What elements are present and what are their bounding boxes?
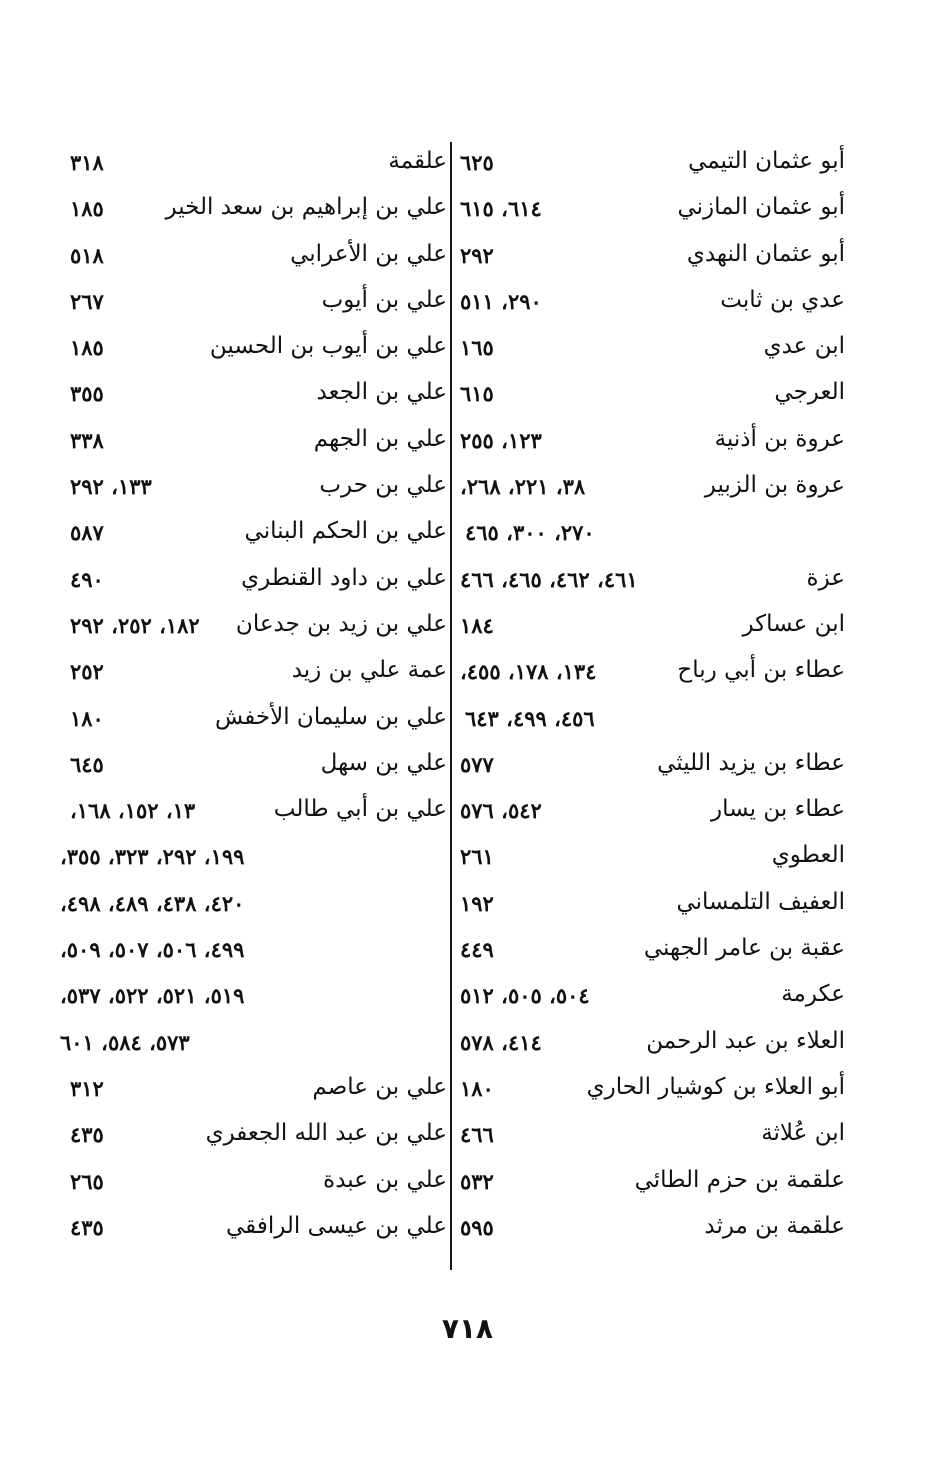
- entry-pages: ٥٩٥: [460, 1214, 494, 1240]
- entry-pages: ١٨٥: [70, 335, 104, 361]
- index-entry: [455, 512, 845, 558]
- index-entry: [455, 1161, 845, 1207]
- entry-name: علي بن أيوب: [321, 286, 447, 313]
- index-entry: [455, 929, 845, 975]
- entry-pages: ٣١٨: [70, 150, 104, 175]
- index-entry: [55, 883, 447, 929]
- entry-pages: ٤٩٠: [70, 566, 104, 592]
- index-entry: [55, 327, 447, 373]
- index-column-right: [455, 142, 845, 1253]
- entry-name: علي بن سهل: [320, 749, 447, 776]
- entry-pages: ٢٥٢: [70, 659, 104, 685]
- index-entry: [455, 420, 845, 466]
- entry-name: علي بن عيسى الرافقي: [226, 1212, 447, 1239]
- entry-name: علي بن عاصم: [312, 1073, 447, 1100]
- index-entry: [55, 1207, 447, 1253]
- entry-name: ابن عُلاثة: [761, 1120, 845, 1147]
- index-entry: [455, 1114, 845, 1160]
- index-entry: [55, 235, 447, 281]
- entry-pages: ١٩٩، ٢٩٢، ٣٢٣، ٣٥٥،: [60, 844, 245, 870]
- entry-pages: ٢٦٥: [70, 1168, 104, 1194]
- entry-name: أبو عثمان النهدي: [686, 240, 845, 267]
- entry-name: علي بن زيد بن جدعان: [235, 610, 447, 637]
- entry-name: علي بن عبدة: [323, 1166, 447, 1193]
- entry-name: العلاء بن عبد الرحمن: [646, 1027, 845, 1054]
- entry-pages: ٣١٢: [70, 1075, 104, 1101]
- entry-name: العطوي: [771, 842, 845, 869]
- entry-pages: ٥١٨: [70, 242, 104, 268]
- index-entry: [55, 790, 447, 836]
- entry-name: ابن عدي: [763, 333, 845, 360]
- index-entry: [455, 883, 845, 929]
- entry-pages: ١٦٥: [460, 335, 494, 361]
- index-entry: [455, 836, 845, 882]
- entry-pages: ٦٤٥: [70, 751, 104, 777]
- entry-pages: ٥٨٧: [70, 520, 104, 546]
- entry-pages: ٢٩٠، ٥١١: [460, 288, 542, 314]
- entry-name: عمة علي بن زيد: [291, 657, 447, 684]
- entry-pages: ٢٧٠، ٣٠٠، ٤٦٥: [465, 520, 595, 546]
- index-entry: [55, 420, 447, 466]
- index-entry: [55, 836, 447, 882]
- entry-pages: ٣٨، ٢٢١، ٢٦٨،: [460, 474, 586, 500]
- entry-name: عطاء بن أبي رباح: [677, 657, 845, 684]
- entry-pages: ٢٦٧: [70, 288, 104, 314]
- entry-pages: ٤٩٩، ٥٠٦، ٥٠٧، ٥٠٩،: [60, 937, 245, 963]
- entry-name: علقمة: [388, 148, 447, 174]
- index-entry: [455, 1207, 845, 1253]
- entry-pages: ٥٧٧: [460, 751, 494, 777]
- entry-name: علي بن حرب: [319, 472, 447, 499]
- index-entry: [455, 559, 845, 605]
- index-entry: [55, 512, 447, 558]
- entry-pages: ٦٢٥: [460, 150, 494, 175]
- entry-pages: ٥٤٢، ٥٧٦: [460, 798, 542, 824]
- entry-pages: ٣٥٥: [70, 381, 104, 407]
- entry-pages: ١٨٠: [460, 1075, 494, 1101]
- entry-name: عطاء بن يسار: [711, 796, 845, 823]
- index-entry: [455, 235, 845, 281]
- entry-pages: ١٨٥: [70, 196, 104, 222]
- index-entry: [55, 188, 447, 234]
- index-entry: [455, 466, 845, 512]
- index-entry: [455, 651, 845, 697]
- index-entry: [55, 466, 447, 512]
- entry-pages: ٥٧٣، ٥٨٤، ٦٠١: [60, 1029, 190, 1055]
- entry-name: علي بن أيوب بن الحسين: [209, 333, 447, 360]
- entry-name: أبو عثمان المازني: [677, 194, 845, 221]
- entry-pages: ٥٠٤، ٥٠٥، ٥١٢: [460, 983, 590, 1009]
- entry-name: علقمة بن حزم الطائي: [634, 1166, 845, 1193]
- index-entry: [55, 1114, 447, 1160]
- entry-name: عدي بن ثابت: [720, 286, 845, 313]
- entry-pages: ١٩٢: [460, 890, 494, 916]
- index-entry: [55, 1068, 447, 1114]
- entry-pages: ١٨٠: [70, 705, 104, 731]
- entry-pages: ٦١٥: [460, 381, 494, 407]
- entry-pages: ٤١٤، ٥٧٨: [460, 1029, 542, 1055]
- entry-name: علي بن الأعرابي: [290, 240, 447, 267]
- entry-name: أبو عثمان التيمي: [688, 148, 845, 174]
- index-entry: [55, 651, 447, 697]
- entry-name: علي بن إبراهيم بن سعد الخير: [165, 194, 447, 221]
- entry-pages: ١٨٢، ٢٥٢، ٢٩٢: [70, 612, 200, 638]
- index-entry: [455, 1022, 845, 1068]
- entry-name: علي بن داود القنطري: [241, 564, 447, 591]
- index-entry: [55, 559, 447, 605]
- entry-name: علي بن سليمان الأخفش: [214, 703, 447, 730]
- entry-pages: ٤٣٥: [70, 1214, 104, 1240]
- index-entry: [55, 744, 447, 790]
- index-entry: [455, 605, 845, 651]
- entry-pages: ٤٢٠، ٤٣٨، ٤٨٩، ٤٩٨،: [60, 890, 245, 916]
- index-entry: [455, 1068, 845, 1114]
- entry-pages: ٢٦١: [460, 844, 494, 870]
- index-entry: [455, 698, 845, 744]
- entry-name: عروة بن أذنية: [714, 425, 845, 452]
- entry-name: عطاء بن يزيد الليثي: [657, 749, 845, 776]
- entry-name: علي بن الجعد: [316, 379, 447, 406]
- entry-pages: ٤٤٩: [460, 937, 494, 963]
- entry-pages: ٣٣٨: [70, 427, 104, 453]
- entry-name: العرجي: [774, 379, 845, 406]
- index-entry: [55, 281, 447, 327]
- index-entry: [455, 188, 845, 234]
- index-entry: [55, 1161, 447, 1207]
- index-entry: [455, 790, 845, 836]
- entry-name: عروة بن الزبير: [704, 472, 845, 499]
- entry-pages: ٥١٩، ٥٢١، ٥٢٢، ٥٣٧،: [60, 983, 245, 1009]
- index-entry: [55, 698, 447, 744]
- entry-name: أبو العلاء بن كوشيار الحاري: [586, 1073, 845, 1100]
- entry-pages: ٥٣٢: [460, 1168, 494, 1194]
- entry-name: علي بن أبي طالب: [273, 796, 447, 823]
- index-entry: [55, 142, 447, 188]
- index-entry: [55, 605, 447, 651]
- index-entry: [455, 373, 845, 419]
- entry-name: علي بن الحكم البناني: [244, 518, 447, 545]
- entry-pages: ١٣، ١٥٢، ١٦٨،: [70, 798, 196, 824]
- entry-pages: ٤٦١، ٤٦٢، ٤٦٥، ٤٦٦: [460, 566, 638, 592]
- page-number: ٧١٨: [441, 1312, 494, 1345]
- entry-name: عقبة بن عامر الجهني: [643, 935, 845, 962]
- index-entry: [455, 327, 845, 373]
- entry-name: عكرمة: [781, 981, 845, 1008]
- entry-pages: ١٢٣، ٢٥٥: [460, 427, 542, 453]
- index-entry: [455, 281, 845, 327]
- index-entry: [55, 1022, 447, 1068]
- column-divider: [450, 142, 452, 1270]
- entry-pages: ١٨٤: [460, 612, 494, 638]
- entry-pages: ١٣٣، ٢٩٢: [70, 474, 152, 500]
- entry-pages: ٤٣٥: [70, 1122, 104, 1148]
- index-column-left: [55, 142, 447, 1253]
- entry-pages: ٢٩٢: [460, 242, 494, 268]
- entry-name: العفيف التلمساني: [676, 888, 845, 915]
- entry-pages: ٦١٤، ٦١٥: [460, 196, 542, 222]
- entry-pages: ١٣٤، ١٧٨، ٤٥٥،: [460, 659, 597, 685]
- index-entry: [55, 975, 447, 1021]
- entry-name: علي بن عبد الله الجعفري: [205, 1120, 447, 1147]
- entry-pages: ٤٥٦، ٤٩٩، ٦٤٣: [465, 705, 595, 731]
- index-entry: [55, 373, 447, 419]
- index-entry: [455, 975, 845, 1021]
- entry-name: عزة: [806, 564, 845, 591]
- entry-name: علقمة بن مرثد: [704, 1212, 845, 1239]
- entry-pages: ٤٦٦: [460, 1122, 494, 1148]
- entry-name: علي بن الجهم: [313, 425, 447, 452]
- entry-name: ابن عساكر: [742, 610, 845, 637]
- index-entry: [455, 142, 845, 188]
- index-entry: [55, 929, 447, 975]
- index-entry: [455, 744, 845, 790]
